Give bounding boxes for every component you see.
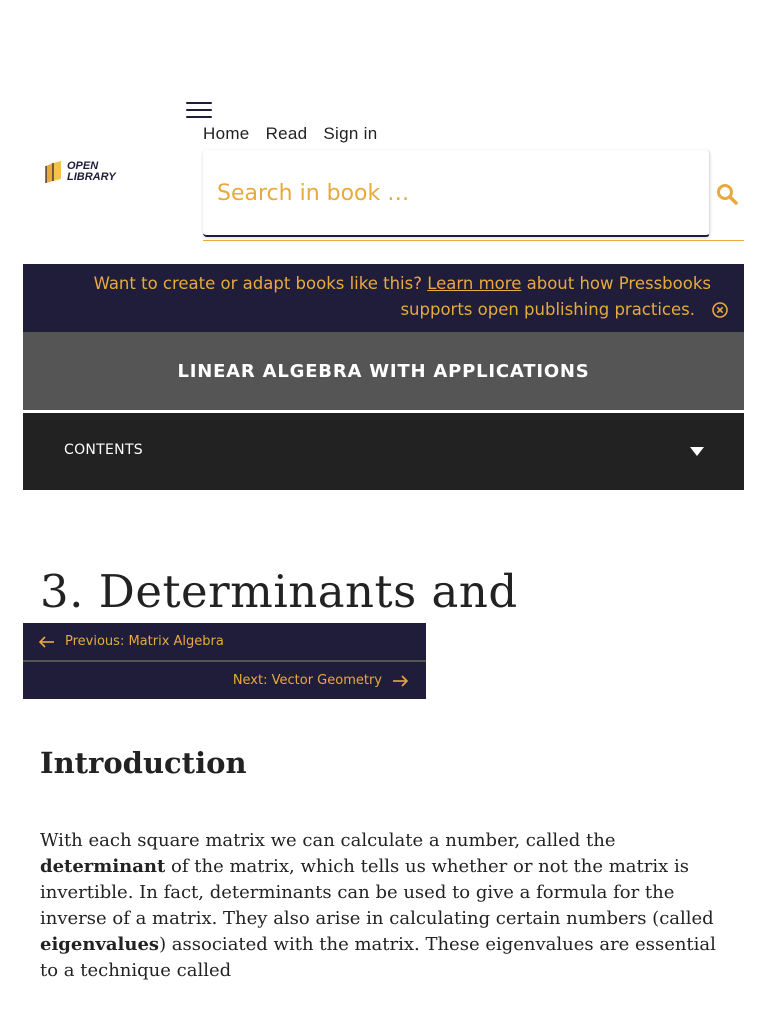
chapter-nav bbox=[23, 623, 426, 699]
close-icon[interactable] bbox=[712, 302, 728, 318]
search-divider bbox=[203, 240, 744, 241]
paragraph-text: ) associated with the matrix. These eigenvalues are essential to a technique called bbox=[40, 934, 716, 981]
banner-line-1 bbox=[94, 274, 711, 293]
bold-term: determinant bbox=[40, 856, 166, 877]
learn-more-link[interactable]: Learn more bbox=[427, 274, 522, 293]
top-nav bbox=[203, 124, 378, 144]
pressbooks-banner bbox=[23, 264, 744, 332]
search-input[interactable] bbox=[215, 172, 699, 214]
previous-chapter-label: Previous: Matrix Algebra bbox=[65, 634, 224, 649]
banner-text-after: about how Pressbooks bbox=[521, 274, 711, 293]
previous-chapter-link[interactable] bbox=[23, 623, 426, 662]
search-box bbox=[203, 150, 710, 237]
logo-line-library: LIBRARY bbox=[67, 171, 116, 183]
bold-term: eigenvalues bbox=[40, 934, 160, 955]
banner-line-2: supports open publishing practices. bbox=[400, 300, 695, 319]
open-library-logo[interactable] bbox=[44, 160, 116, 184]
book-title[interactable]: LINEAR ALGEBRA WITH APPLICATIONS bbox=[23, 332, 744, 410]
paragraph-text: of the matrix, which tells us whether or not the matrix is invertible. In fact, determinants can be used to give a formula for the inverse of a matrix. They also arise in calculating certain numbers (called bbox=[40, 856, 714, 929]
banner-text-before: Want to create or adapt books like this? bbox=[93, 274, 428, 293]
logo-text bbox=[67, 161, 116, 183]
nav-read-link[interactable]: Read bbox=[265, 124, 308, 143]
contents-label: CONTENTS bbox=[64, 442, 143, 458]
paragraph-text: With each square matrix we can calculate a number, called the bbox=[40, 830, 616, 851]
next-chapter-label: Next: Vector Geometry bbox=[232, 673, 382, 688]
arrow-right-icon bbox=[392, 675, 408, 687]
logo-line-open: OPEN bbox=[67, 160, 99, 172]
menu-icon[interactable] bbox=[186, 102, 212, 120]
chevron-down-icon bbox=[690, 447, 704, 456]
next-chapter-link[interactable] bbox=[23, 662, 426, 699]
section-heading: Introduction bbox=[40, 746, 247, 780]
nav-sign-in-link[interactable]: Sign in bbox=[323, 124, 378, 143]
arrow-left-icon bbox=[39, 636, 55, 648]
book-logo-icon bbox=[44, 160, 64, 184]
chapter-title: 3. Determinants and bbox=[40, 565, 518, 618]
contents-toggle[interactable] bbox=[23, 413, 744, 490]
nav-home-link[interactable]: Home bbox=[203, 124, 250, 143]
search-icon[interactable] bbox=[716, 183, 738, 205]
intro-paragraph bbox=[40, 828, 730, 984]
